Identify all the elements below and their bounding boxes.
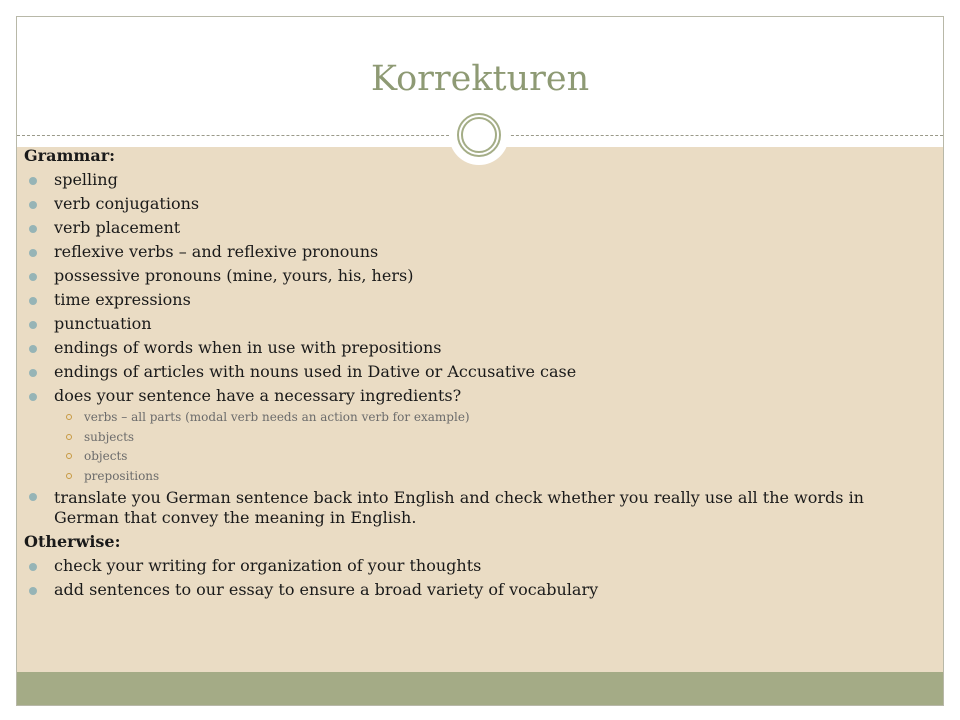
list-item: endings of articles with nouns used in Dative or Accusative case [24, 360, 904, 384]
slide-content [24, 144, 904, 602]
grammar-heading: Grammar: [24, 146, 116, 165]
sub-list-item: objects [24, 447, 904, 467]
footer-bar [17, 672, 943, 705]
otherwise-heading: Otherwise: [24, 532, 121, 551]
sub-list-item: verbs – all parts (modal verb needs an action verb for example) [24, 408, 904, 428]
list-item: add sentences to our essay to ensure a broad variety of vocabulary [24, 578, 904, 602]
list-item: reflexive verbs – and reflexive pronouns [24, 240, 904, 264]
otherwise-list [24, 554, 904, 602]
list-item-translate: translate you German sentence back into English and check whether you really use all the words in German that convey the meaning in English. [24, 486, 904, 530]
ingredients-sublist [24, 408, 904, 486]
list-item: verb conjugations [24, 192, 904, 216]
sub-list-item: prepositions [24, 467, 904, 487]
list-item: possessive pronouns (mine, yours, his, hers) [24, 264, 904, 288]
list-item: spelling [24, 168, 904, 192]
list-item: time expressions [24, 288, 904, 312]
list-item: does your sentence have a necessary ingredients? [24, 384, 904, 408]
sub-list-item: subjects [24, 428, 904, 448]
list-item: endings of words when in use with prepositions [24, 336, 904, 360]
list-item: verb placement [24, 216, 904, 240]
list-item: punctuation [24, 312, 904, 336]
slide-title: Korrekturen [370, 59, 590, 99]
list-item: check your writing for organization of your thoughts [24, 554, 904, 578]
grammar-list [24, 168, 904, 408]
translate-list [24, 486, 904, 530]
